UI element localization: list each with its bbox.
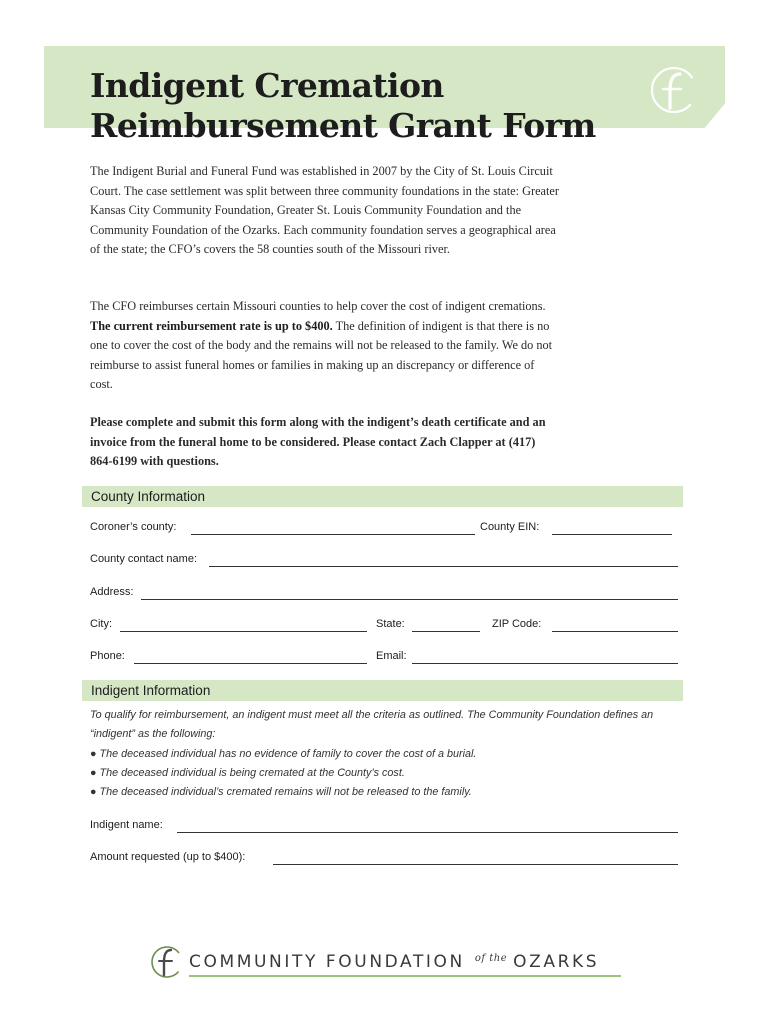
- coroner-ein-row: [90, 521, 678, 539]
- city-label: City:: [90, 618, 112, 630]
- county-contact-field[interactable]: [209, 566, 678, 567]
- county-contact-row: [90, 553, 678, 571]
- footer-org-part2: OZARKS: [513, 952, 600, 972]
- address-label: Address:: [90, 586, 134, 598]
- criteria-bullet-3: ● The deceased individual’s cremated remains will not be released to the family.: [90, 786, 472, 799]
- coroner-county-field[interactable]: [191, 534, 475, 535]
- county-ein-label: County EIN:: [480, 521, 540, 533]
- footer-org-part1: COMMUNITY FOUNDATION: [189, 952, 465, 972]
- phone-label: Phone:: [90, 650, 125, 662]
- email-field[interactable]: [412, 663, 678, 664]
- phone-email-row: [90, 650, 678, 668]
- zip-code-field[interactable]: [552, 631, 678, 632]
- amount-requested-field[interactable]: [273, 864, 678, 865]
- address-field[interactable]: [141, 599, 678, 600]
- intro-paragraph-rate: [90, 297, 560, 395]
- city-state-zip-row: [90, 618, 678, 636]
- rate-text-b: The definition of indigent is that there is no one to cover the cost of the body and the remains will not be released to the family. We do not reimburse to assist funeral homes or families in making up an discrepancy or difference of cost.: [90, 318, 553, 391]
- footer-rule: [189, 975, 621, 977]
- rate-text-a: The CFO reimburses certain Missouri counties to help cover the cost of indigent cremations.: [90, 299, 546, 313]
- cfo-f-monogram-icon: [147, 942, 187, 982]
- indigent-information-heading: Indigent Information: [82, 680, 683, 701]
- address-row: [90, 586, 678, 604]
- indigent-name-field[interactable]: [177, 832, 678, 833]
- state-label: State:: [376, 618, 405, 630]
- county-ein-field[interactable]: [552, 534, 672, 535]
- intro-paragraph-instructions: Please complete and submit this form along with the indigent’s death certificate and an invoice from the funeral home to be considered. Please contact Zach Clapper at (417) 864-6199 with questions.: [90, 415, 546, 468]
- indigent-criteria: [90, 706, 680, 802]
- page-title: [90, 66, 596, 146]
- coroner-county-label: Coroner’s county:: [90, 521, 177, 533]
- page-title-line1: Indigent Cremation: [90, 66, 444, 105]
- criteria-intro: To qualify for reimbursement, an indigent must meet all the criteria as outlined. The Community Foundation defines an “indigent” as the following:: [90, 709, 654, 741]
- page-title-line2: Reimbursement Grant Form: [90, 106, 596, 145]
- state-field[interactable]: [412, 631, 480, 632]
- amount-requested-row: [90, 851, 678, 869]
- zip-code-label: ZIP Code:: [492, 618, 542, 630]
- indigent-name-label: Indigent name:: [90, 819, 163, 831]
- rate-text-bold: The current reimbursement rate is up to $400.: [90, 318, 333, 333]
- criteria-bullet-2: ● The deceased individual is being cremated at the County’s cost.: [90, 766, 405, 779]
- indigent-name-row: [90, 819, 678, 837]
- county-contact-label: County contact name:: [90, 553, 198, 565]
- county-information-heading: County Information: [82, 486, 683, 507]
- footer-organization-name: [189, 952, 599, 972]
- intro-paragraph-history: The Indigent Burial and Funeral Fund was established in 2007 by the City of St. Louis Circuit Court. The case settlement was split between three community foundations in the state: Greater Kansas City Community Foundation, Greater St. Louis Community Foundation and the Community Foundation of the Ozarks. Each community foundation serves a geographical area of the state; the CFO’s covers the 58 counties south of the Missouri river.: [90, 164, 559, 256]
- phone-field[interactable]: [134, 663, 367, 664]
- city-field[interactable]: [120, 631, 367, 632]
- criteria-bullet-1: ● The deceased individual has no evidence of family to cover the cost of a burial.: [90, 747, 477, 760]
- email-label: Email:: [376, 650, 407, 662]
- amount-requested-label: Amount requested (up to $400):: [90, 851, 246, 863]
- footer-org-ofthe: of the: [474, 953, 508, 964]
- cfo-f-monogram-icon: [646, 62, 702, 118]
